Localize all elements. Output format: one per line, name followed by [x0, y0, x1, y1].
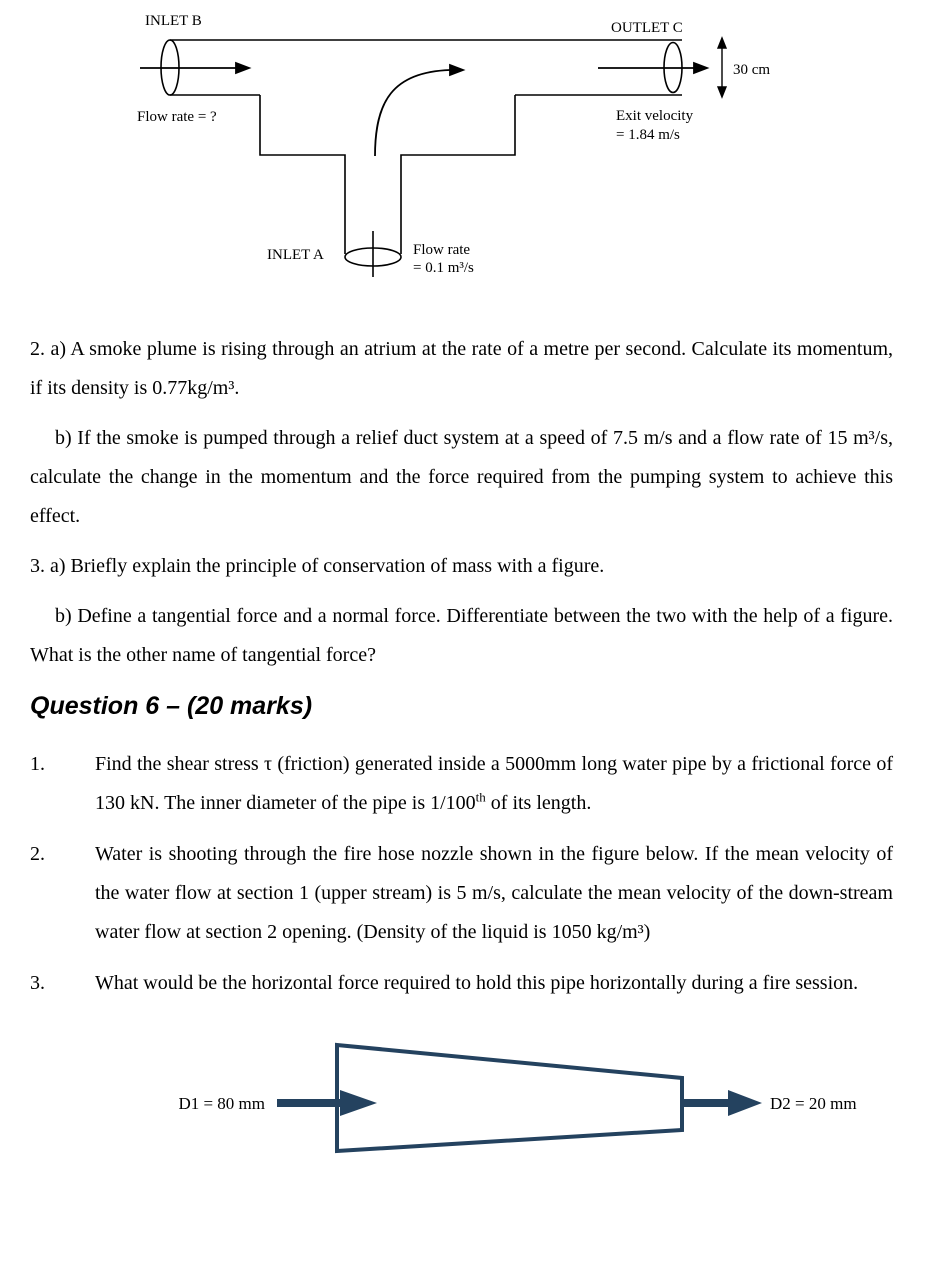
inlet-flow-arrow-icon: [277, 1090, 377, 1116]
flow-rate-a-label-line1: Flow rate: [413, 242, 471, 258]
q6-item-3-number: 3.: [30, 972, 45, 994]
q6-item-2-number: 2.: [30, 843, 45, 865]
q6-item-1-text-pre: Find the shear stress τ (friction) generated inside a 5000mm long water pipe by a frictional force of 130 kN. The inner diameter of the pipe is 1/100: [95, 753, 893, 814]
nozzle-body-outline: [337, 1045, 682, 1151]
question-2a: 2. a) A smoke plume is rising through an atrium at the rate of a metre per second. Calculate its momentum, if its density is 0.77kg/m³.: [30, 338, 893, 399]
q6-item-1-number: 1.: [30, 753, 45, 775]
d2-label: D2 = 20 mm: [770, 1094, 857, 1113]
q6-item-2-text-pre: Water is shooting through the fire hose nozzle shown in the figure below. If the mean velocity of the water flow at section 1 (upper stream) is 5 m/s, calculate the mean velocity of the down-stream water flow at section 2 opening. (Density of the liquid is 1050 kg/m³): [95, 843, 893, 943]
q6-item-1: [30, 745, 893, 823]
inlet-b-label: INLET B: [145, 13, 202, 29]
inlet-a-label: INLET A: [267, 247, 324, 263]
q6-item-3: [30, 964, 893, 1003]
question-3a: 3. a) Briefly explain the principle of conservation of mass with a figure.: [30, 555, 605, 577]
dimension-arrow-up-icon: [718, 38, 726, 48]
branch-left-wall: [260, 95, 345, 254]
outlet-c-label: OUTLET C: [611, 20, 683, 36]
exit-velocity-label-line1: Exit velocity: [616, 108, 694, 124]
q6-item-2: [30, 835, 893, 952]
dimension-30cm: [718, 38, 726, 97]
junction-flow-curve: [375, 70, 450, 156]
nozzle-diagram: [0, 1033, 926, 1183]
q6-item-1-text: [95, 745, 893, 823]
inlet-b-arrowhead-icon: [236, 63, 249, 73]
question-2b: b) If the smoke is pumped through a relief duct system at a speed of 7.5 m/s and a flow rate of 15 m³/s, calculate the change in the momentum and the force required from the pumping system to achieve this effect.: [30, 427, 893, 527]
q6-item-1-superscript: th: [475, 789, 486, 805]
question-text-block: [0, 330, 926, 1003]
outlet-c-arrowhead-icon: [694, 63, 707, 73]
junction-arrowhead-icon: [450, 65, 463, 75]
flow-rate-b-label: Flow rate = ?: [137, 109, 217, 125]
outlet-flow-arrow-icon: [682, 1090, 762, 1116]
question-3b: b) Define a tangential force and a normal force. Differentiate between the two with the help of a figure. What is the other name of tangential force?: [30, 605, 893, 666]
tee-junction-diagram: [0, 0, 926, 300]
flow-rate-a-label-line2: = 0.1 m³/s: [413, 260, 474, 276]
question-6-heading: Question 6 – (20 marks): [30, 692, 313, 720]
branch-right-wall: [401, 95, 515, 254]
q6-item-2-text: [95, 835, 893, 952]
d1-label: D1 = 80 mm: [178, 1094, 265, 1113]
q6-item-3-text-pre: What would be the horizontal force required to hold this pipe horizontally during a fire session.: [95, 972, 859, 994]
q6-item-3-text: [95, 964, 893, 1003]
dimension-arrow-down-icon: [718, 87, 726, 97]
dim-30cm-label: 30 cm: [733, 62, 771, 78]
exit-velocity-label-line2: = 1.84 m/s: [616, 127, 680, 143]
q6-item-1-text-post: of its length.: [485, 792, 592, 814]
